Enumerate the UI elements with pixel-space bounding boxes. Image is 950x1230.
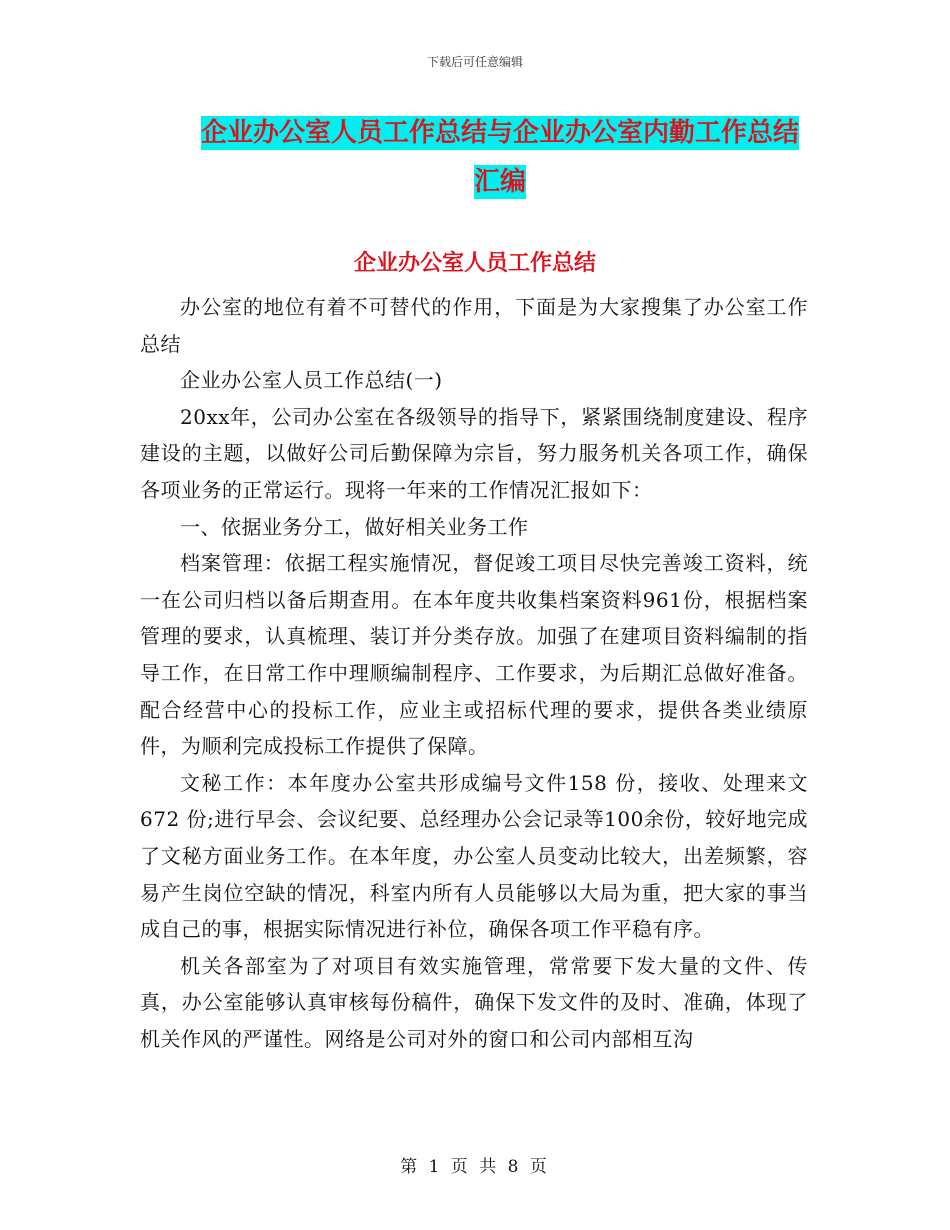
paragraph-archive-management: 档案管理：依据工程实施情况，督促竣工项目尽快完善竣工资料，统一在公司归档以备后期查用。在本年度共收集档案资料961份，根据档案管理的要求，认真梳理、装订并分类存放。加强了在建项目资料编制的指导工作，在日常工作中理顺编制程序、工作要求，为后期汇总做好准备。配合经营中心的投标工作，应业主或招标代理的要求，提供各类业绩原件，为顺利完成投标工作提供了保障。 <box>140 551 808 759</box>
paragraph-intro: 办公室的地位有着不可替代的作用，下面是为大家搜集了办公室工作总结 <box>140 295 808 356</box>
paragraph-subtitle: 企业办公室人员工作总结(一) <box>180 368 443 393</box>
paragraph-heading-1: 一、依据业务分工，做好相关业务工作 <box>180 514 529 539</box>
document-title-line1: 企业办公室人员工作总结与企业办公室内勤工作总结 <box>200 118 799 148</box>
page-footer: 第 1 页 共 8 页 <box>400 1157 550 1177</box>
paragraph-document-review: 机关各部室为了对项目有效实施管理，常常要下发大量的文件、传真，办公室能够认真审核每份稿件，确保下发文件的及时、准确，体现了机关作风的严谨性。网络是公司对外的窗口和公司内部相互沟 <box>140 953 808 1051</box>
section-title: 企业办公室人员工作总结 <box>353 251 596 276</box>
document-title-line2: 汇编 <box>473 167 526 197</box>
paragraph-overview: 20xx年，公司办公室在各级领导的指导下，紧紧围绕制度建设、程序建设的主题，以做好公司后勤保障为宗旨，努力服务机关各项工作，确保各项业务的正常运行。现将一年来的工作情况汇报如下： <box>140 404 808 502</box>
header-note: 下载后可任意编辑 <box>426 55 523 69</box>
document-body <box>140 289 808 1057</box>
paragraph-secretarial-work: 文秘工作：本年度办公室共形成编号文件158 份，接收、处理来文672 份;进行早会、会议纪要、总经理办公会记录等100余份，较好地完成了文秘方面业务工作。在本年度，办公室人员变动比较大，出差频繁，容易产生岗位空缺的情况，科室内所有人员能够以大局为重，把大家的事当成自己的事，根据实际情况进行补位，确保各项工作平稳有序。 <box>140 770 808 942</box>
document-title <box>150 109 850 207</box>
